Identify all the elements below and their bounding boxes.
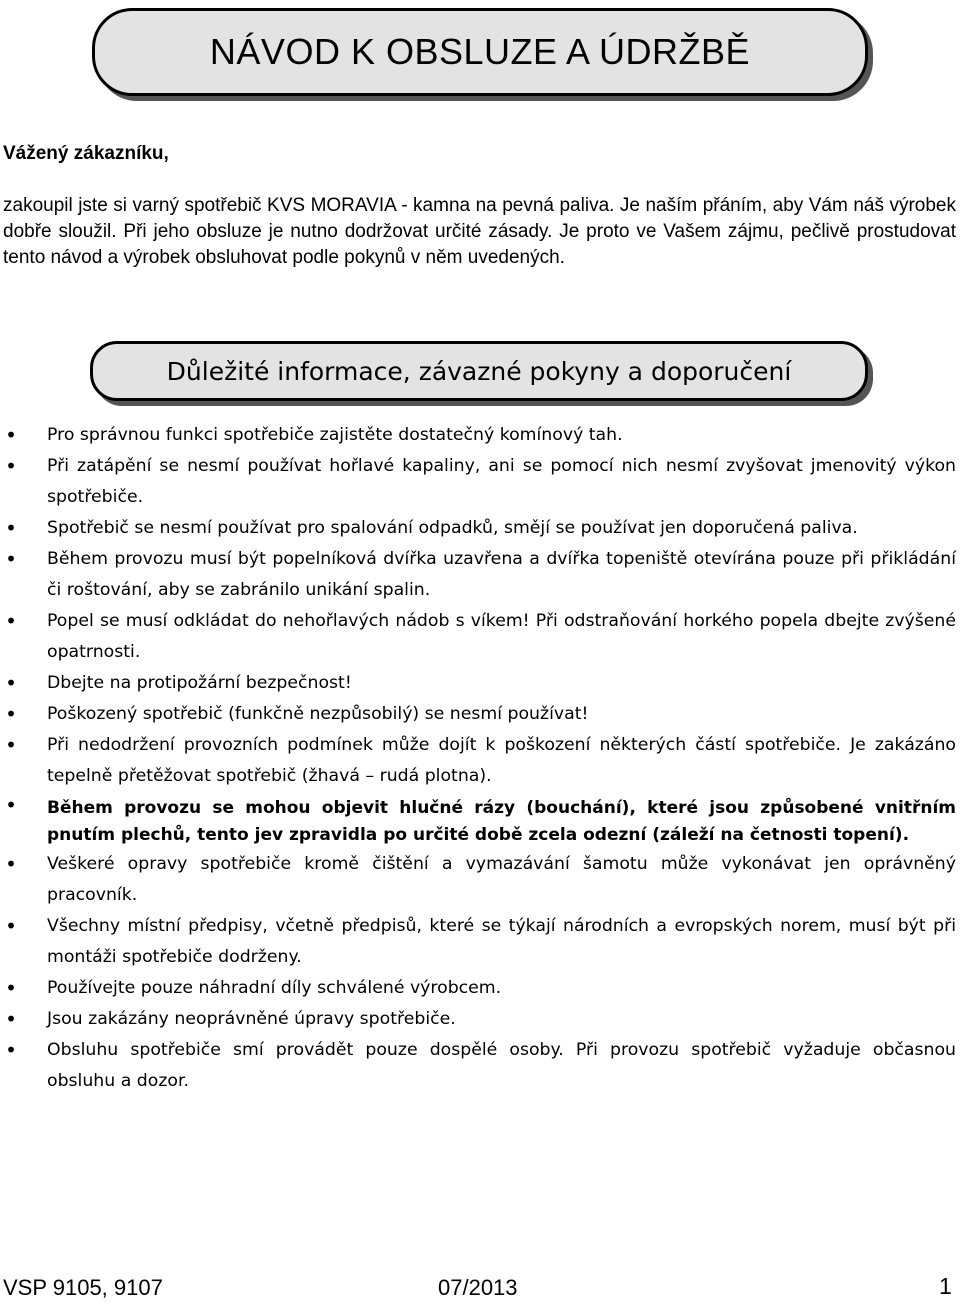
- intro-paragraph: zakoupil jste si varný spotřebič KVS MORAVIA - kamna na pevná paliva. Je naším přáním, aby Vám náš výrobek dobře sloužil. Při jeho obsluze je nutno dodržovat určité zásady. Je proto ve Vašem zájmu, pečlivě prostudovat tento návod a výrobek obsluhovat podle pokynů v něm uvedených.: [3, 195, 956, 268]
- rule-item: [0, 513, 956, 544]
- rule-text: Veškeré opravy spotřebiče kromě čištění a vymazávání šamotu může vykonávat jen oprávněný pracovník.: [47, 854, 956, 905]
- title-banner: [92, 8, 868, 96]
- greeting: Vážený zákazníku,: [3, 143, 169, 164]
- bullet-icon: •: [5, 547, 17, 571]
- rule-text: Poškozený spotřebič (funkčně nezpůsobilý) se nesmí používat!: [47, 704, 589, 724]
- rule-item: [0, 606, 956, 668]
- section-title: Důležité informace, závazné pokyny a doporučení: [166, 356, 792, 386]
- rule-item: [0, 911, 956, 973]
- bullet-icon: •: [5, 454, 17, 478]
- bullet-icon: •: [5, 702, 17, 726]
- footer-date: 07/2013: [438, 1275, 518, 1300]
- document-title: NÁVOD K OBSLUZE A ÚDRŽBĚ: [209, 31, 751, 72]
- rule-item: [0, 544, 956, 606]
- bullet-icon: •: [5, 516, 17, 540]
- bullet-icon: •: [5, 793, 17, 817]
- rule-item-warning: [0, 792, 956, 849]
- footer-model: VSP 9105, 9107: [3, 1275, 163, 1300]
- rule-text: Spotřebič se nesmí používat pro spalování odpadků, smějí se používat jen doporučená paliva.: [47, 518, 858, 538]
- rule-text: Během provozu musí být popelníková dvířka uzavřena a dvířka topeniště otevírána pouze při přikládání či roštování, aby se zabránilo unikání spalin.: [47, 549, 956, 600]
- rules-list: [0, 420, 956, 1097]
- rule-item: [0, 451, 956, 513]
- rule-text: Obsluhu spotřebiče smí provádět pouze dospělé osoby. Při provozu spotřebič vyžaduje občasnou obsluhu a dozor.: [47, 1040, 956, 1091]
- rule-text: Během provozu se mohou objevit hlučné rázy (bouchání), které jsou způsobené vnitřním pnutím plechů, tento jev zpravidla po určité době zcela odezní (záleží na četnosti topení).: [47, 798, 956, 845]
- bullet-icon: •: [5, 733, 17, 757]
- rule-text: Při nedodržení provozních podmínek může dojít k poškození některých částí spotřebiče. Je zakázáno tepelně přetěžovat spotřebič (žhavá – rudá plotna).: [47, 735, 956, 786]
- rule-item: [0, 1004, 956, 1035]
- rule-item: [0, 973, 956, 1004]
- rule-text: Při zatápění se nesmí používat hořlavé kapaliny, ani se pomocí nich nesmí zvyšovat jmenovitý výkon spotřebiče.: [47, 456, 956, 507]
- rule-text: Pro správnou funkci spotřebiče zajistěte dostatečný komínový tah.: [47, 425, 623, 445]
- bullet-icon: •: [5, 1038, 17, 1062]
- bullet-icon: •: [5, 1007, 17, 1031]
- rule-item: [0, 420, 956, 451]
- rule-text: Používejte pouze náhradní díly schválené výrobcem.: [47, 978, 502, 998]
- bullet-icon: •: [5, 671, 17, 695]
- rule-item: [0, 730, 956, 792]
- bullet-icon: •: [5, 609, 17, 633]
- page-number: 1: [939, 1273, 952, 1299]
- bullet-icon: •: [5, 914, 17, 938]
- bullet-icon: •: [5, 852, 17, 876]
- rule-text: Dbejte na protipožární bezpečnost!: [47, 673, 352, 693]
- rule-item: [0, 668, 956, 699]
- rule-text: Jsou zakázány neoprávněné úpravy spotřebiče.: [47, 1009, 456, 1029]
- bullet-icon: •: [5, 976, 17, 1000]
- rule-item: [0, 699, 956, 730]
- rule-text: Popel se musí odkládat do nehořlavých nádob s víkem! Při odstraňování horkého popela dbejte zvýšené opatrnosti.: [47, 611, 956, 662]
- rule-text: Všechny místní předpisy, včetně předpisů, které se týkají národních a evropských norem, musí být při montáži spotřebiče dodrženy.: [47, 916, 956, 967]
- bullet-icon: •: [5, 423, 17, 447]
- rule-item: [0, 849, 956, 911]
- rule-item: [0, 1035, 956, 1097]
- section-banner: [90, 341, 868, 401]
